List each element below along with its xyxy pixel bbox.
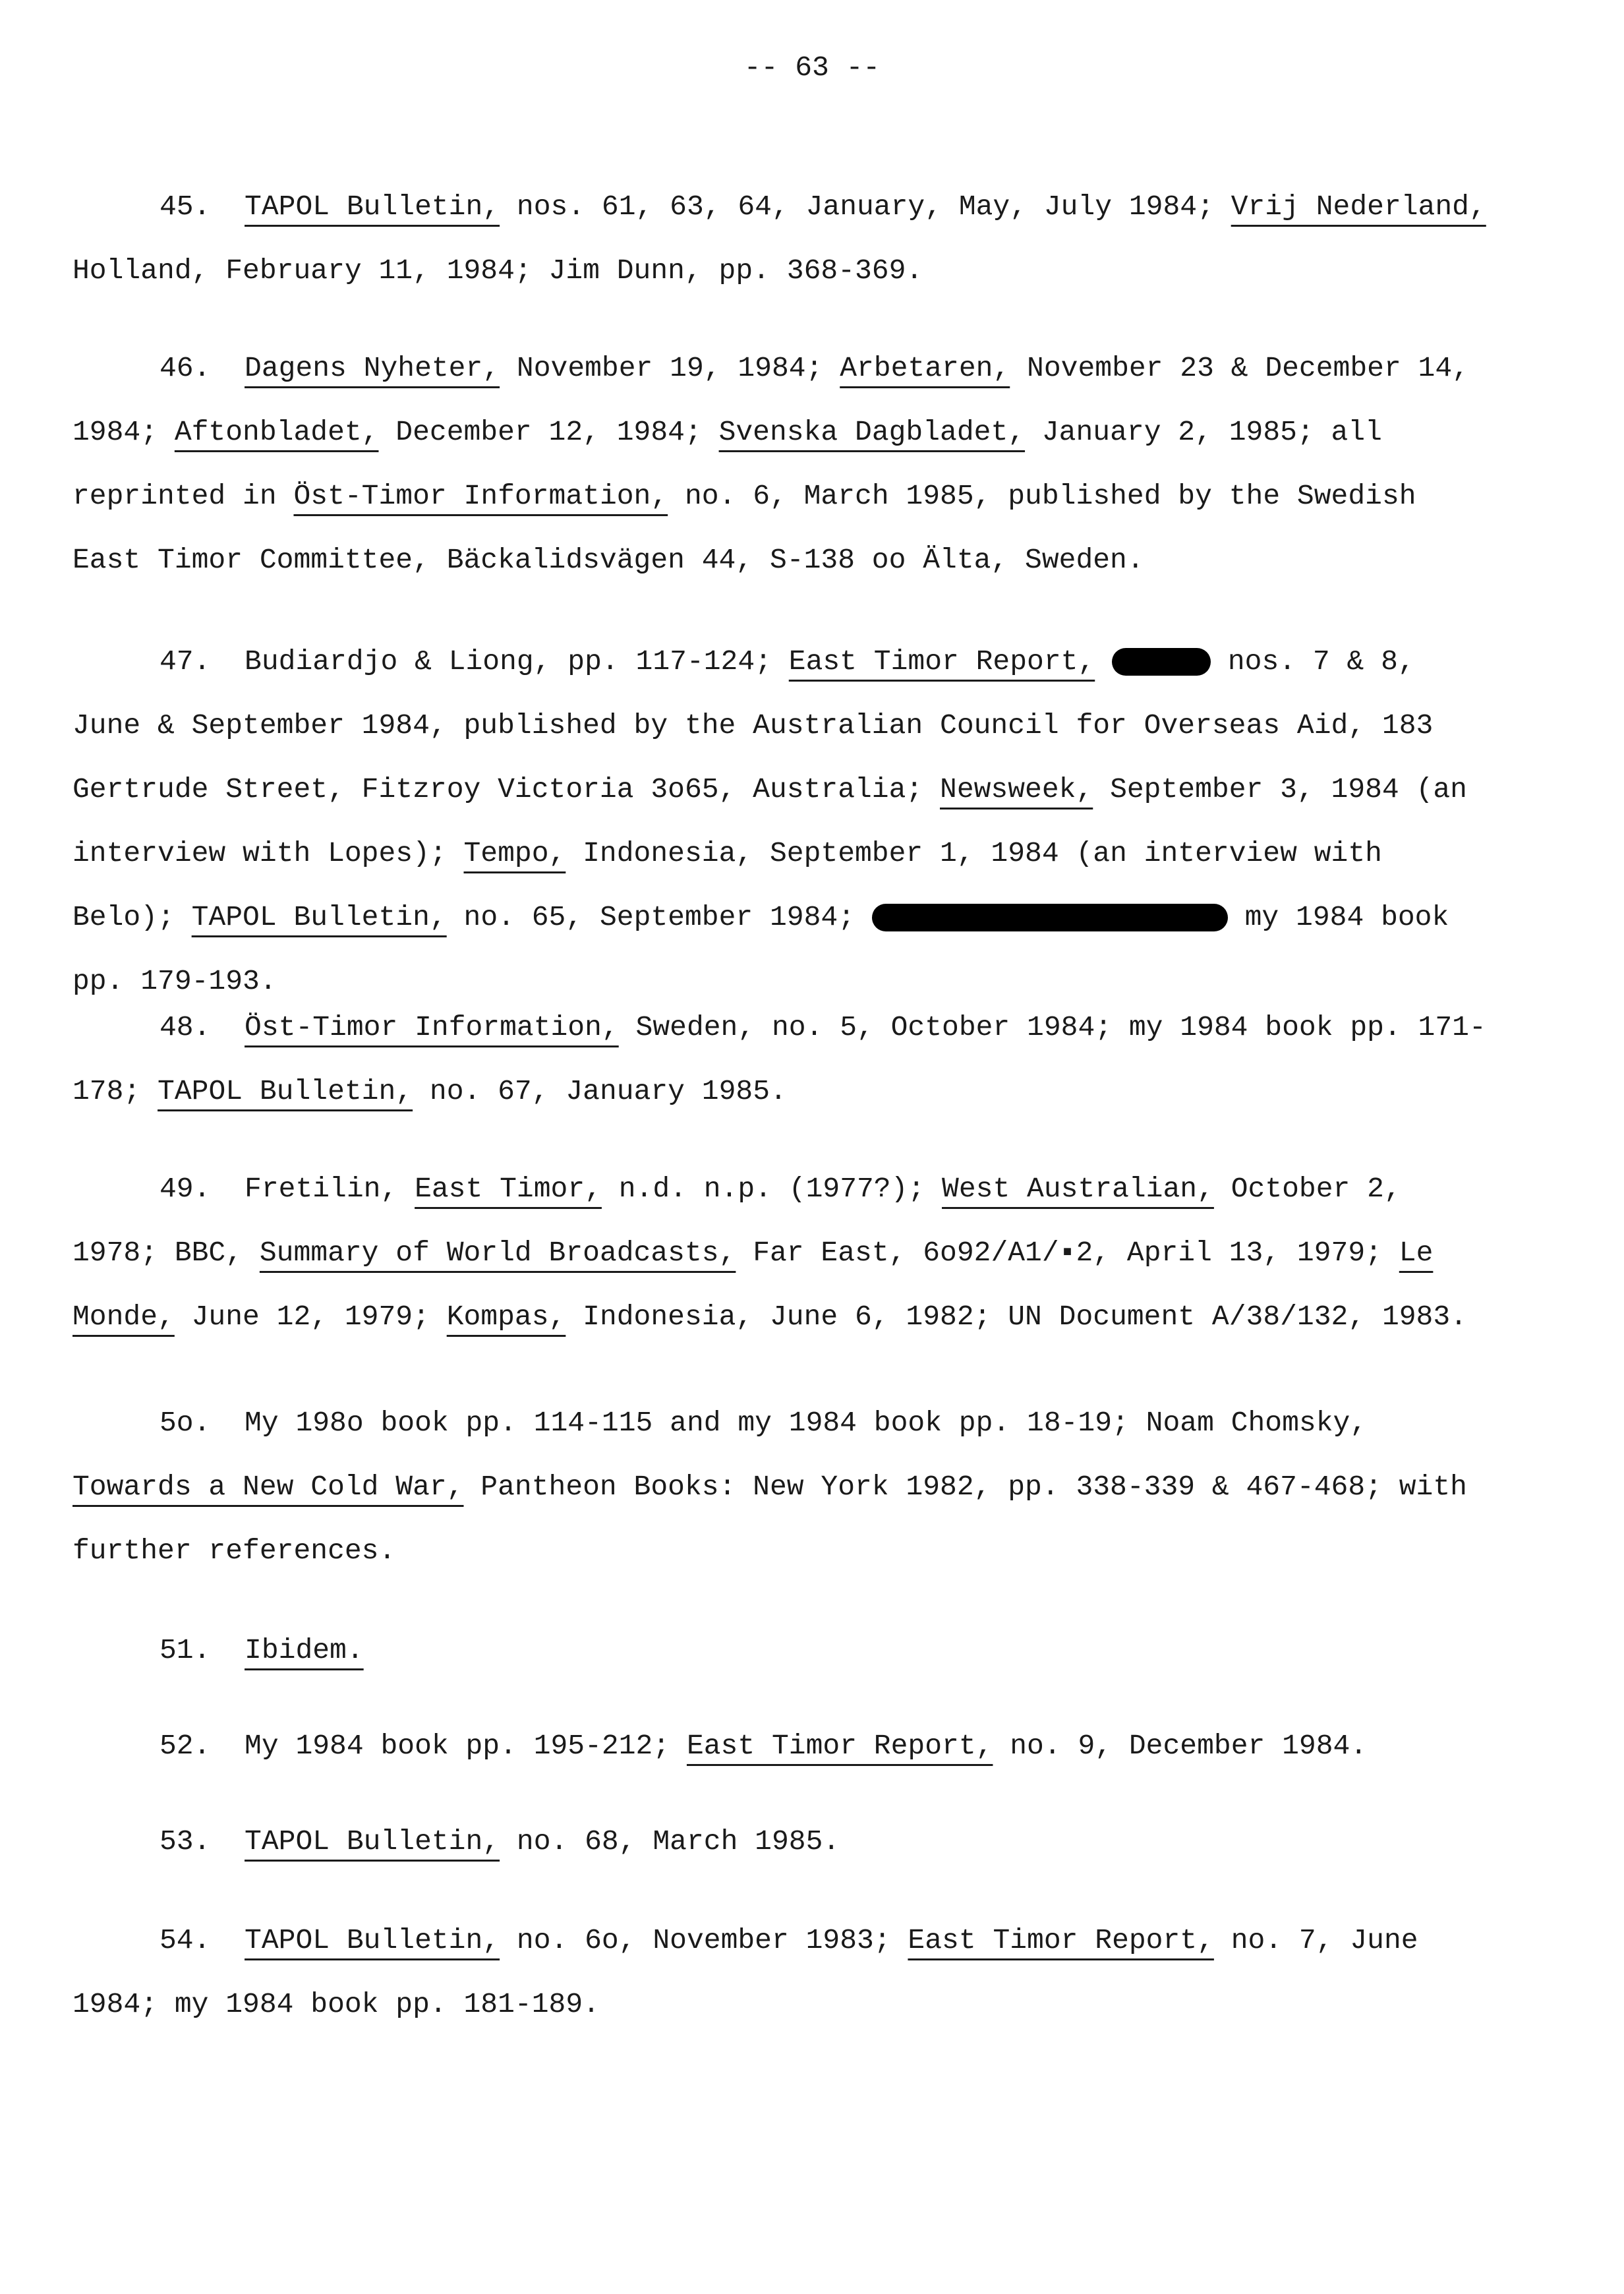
footnote-47 (72, 630, 1490, 1013)
redaction-mark (872, 904, 1228, 931)
citation-text: no. 6, March 1985, published by the Swedish East Timor Committee, Bäckalidsvägen 44, S-138 oo Älta, Sweden. (72, 480, 1416, 576)
citation-title: Kompas, (446, 1301, 566, 1333)
footnote-number: 45. (160, 191, 211, 223)
footnote-number: 46. (160, 352, 211, 384)
citation-text: September 3, 1984 (an interview with Lopes); (72, 773, 1467, 869)
citation-text: My 198o book pp. 114-115 and my 1984 book pp. 18-19; Noam Chomsky, (245, 1407, 1368, 1439)
footnote-number: 48. (160, 1011, 211, 1044)
citation-title: Öst-Timor Information, (245, 1011, 619, 1044)
citation-title: Towards a New Cold War, (72, 1471, 464, 1503)
citation-text: nos. 7 & 8, June & September 1984, published by the Australian Council for Overseas Aid, 183 Gertrude Street, Fitzroy Victoria 3o65, Australia; (72, 645, 1434, 806)
citation-title: Newsweek, (940, 773, 1093, 806)
citation-title: TAPOL Bulletin, (191, 901, 447, 933)
footnote-52 (72, 1714, 1490, 1778)
citation-text: Fretilin, (245, 1173, 415, 1205)
citation-title: Arbetaren, (840, 352, 1010, 384)
citation-text: Far East, 6o92/A1/▪2, April 13, 1979; (736, 1237, 1399, 1269)
citation-text: Budiardjo & Liong, pp. 117-124; (245, 645, 789, 678)
citation-text: no. 68, March 1985. (500, 1825, 840, 1858)
citation-text: no. 6o, November 1983; (500, 1924, 908, 1956)
citation-text: Indonesia, June 6, 1982; UN Document A/38/132, 1983. (566, 1301, 1467, 1333)
citation-title: TAPOL Bulletin, (245, 191, 500, 223)
citation-title: Vrij Nederland, (1231, 191, 1486, 223)
footnote-number: 54. (160, 1924, 211, 1956)
citation-text: no. 67, January 1985. (413, 1075, 787, 1107)
citation-text: n.d. n.p. (1977?); (601, 1173, 942, 1205)
citation-title: Öst-Timor Information, (293, 480, 668, 512)
footnote-54 (72, 1908, 1490, 2036)
citation-title: Dagens Nyheter, (245, 352, 500, 384)
footnote-number: 5o. (160, 1407, 211, 1439)
citation-text: November 23 & December 14, 1984; (72, 352, 1469, 448)
footnote-53 (72, 1809, 1490, 1873)
citation-text: my 1984 book pp. 179-193. (72, 901, 1449, 997)
page-number: -- 63 -- (743, 51, 881, 84)
citation-title: TAPOL Bulletin, (245, 1924, 500, 1956)
citation-title: Aftonbladet, (174, 416, 379, 448)
citation-title: East Timor Report, (686, 1730, 993, 1762)
footnote-number: 47. (160, 645, 211, 678)
footnote-number: 49. (160, 1173, 211, 1205)
citation-title: Ibidem. (245, 1634, 364, 1666)
citation-title: Svenska Dagbladet, (718, 416, 1026, 448)
citation-text: Indonesia, September 1, 1984 (an interview with Belo); (72, 837, 1382, 933)
citation-title: East Timor Report, (788, 645, 1095, 678)
citation-text: Pantheon Books: New York 1982, pp. 338-339 & 467-468; with further references. (72, 1471, 1467, 1567)
citation-text: My 1984 book pp. 195-212; (245, 1730, 687, 1762)
redaction-mark (1112, 648, 1211, 676)
citation-title: Tempo, (463, 837, 566, 869)
citation-title: Le Monde, (72, 1237, 1434, 1333)
citation-title: West Australian, (942, 1173, 1214, 1205)
citation-text: January 2, 1985; all reprinted in (72, 416, 1382, 512)
footnote-50 (72, 1391, 1490, 1583)
footnote-51 (72, 1618, 1490, 1682)
citation-text: nos. 61, 63, 64, January, May, July 1984; (500, 191, 1231, 223)
footnote-number: 52. (160, 1730, 211, 1762)
citation-title: TAPOL Bulletin, (158, 1075, 413, 1107)
citation-title: East Timor Report, (908, 1924, 1214, 1956)
footnote-45 (72, 175, 1490, 303)
citation-text: no. 65, September 1984; (446, 901, 872, 933)
citation-title: East Timor, (415, 1173, 602, 1205)
footnote-46 (72, 336, 1490, 592)
citation-text: no. 7, June 1984; my 1984 book pp. 181-189. (72, 1924, 1418, 2020)
citation-text: June 12, 1979; (174, 1301, 447, 1333)
footnote-49 (72, 1157, 1490, 1349)
footnote-number: 51. (160, 1634, 211, 1666)
footnote-number: 53. (160, 1825, 211, 1858)
citation-text: November 19, 1984; (500, 352, 840, 384)
citation-text: December 12, 1984; (378, 416, 719, 448)
citation-text: no. 9, December 1984. (993, 1730, 1368, 1762)
citation-title: TAPOL Bulletin, (245, 1825, 500, 1858)
citation-title: Summary of World Broadcasts, (259, 1237, 736, 1269)
citation-text: October 2, 1978; BBC, (72, 1173, 1401, 1269)
citation-text: Sweden, no. 5, October 1984; my 1984 book pp. 171-178; (72, 1011, 1486, 1107)
footnote-48 (72, 995, 1490, 1123)
citation-text (1095, 645, 1112, 678)
citation-text: Holland, February 11, 1984; Jim Dunn, pp. 368-369. (72, 254, 923, 287)
